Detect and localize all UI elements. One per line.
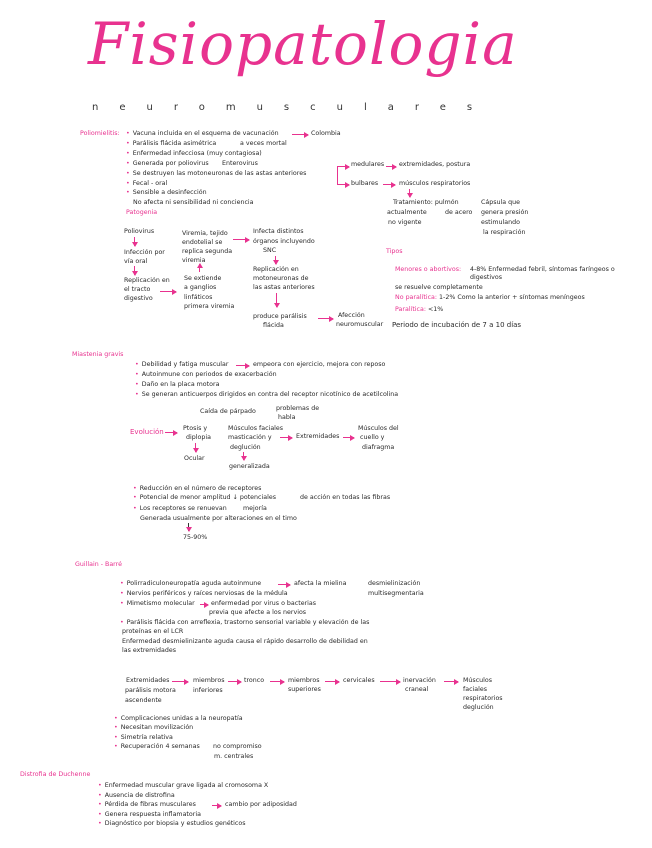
arrow-down-icon bbox=[134, 266, 135, 275]
text: Tratamiento: pulmón bbox=[393, 199, 459, 206]
text: la respiración bbox=[483, 229, 526, 236]
arrow-icon bbox=[337, 184, 349, 185]
text: Músculos del bbox=[358, 425, 399, 432]
arrow-down-icon bbox=[188, 523, 189, 531]
arrow-down-icon bbox=[275, 256, 276, 264]
text: no vigente bbox=[388, 219, 422, 226]
text: respiratorios bbox=[463, 695, 503, 702]
arrow-icon bbox=[165, 432, 177, 433]
subheading-patogenia: Patogenia bbox=[126, 209, 158, 216]
arrow-icon bbox=[383, 184, 395, 185]
text: Extremidades bbox=[296, 433, 340, 440]
text: Replicación en bbox=[124, 277, 170, 284]
text: problemas de bbox=[276, 405, 320, 412]
arrow-icon bbox=[212, 805, 221, 806]
bullet: • Se generan anticuerpos dirigidos en contra del receptor nicotínico de acetilcolina bbox=[135, 391, 398, 399]
text: superiores bbox=[288, 686, 321, 693]
bullet: • Complicaciones unidas a la neuropatía bbox=[114, 715, 243, 723]
evolucion-label: Evolución bbox=[130, 428, 164, 436]
text: las extremidades bbox=[122, 647, 177, 654]
arrow-up-icon bbox=[199, 264, 200, 272]
text: a ganglios bbox=[184, 284, 217, 291]
text: el tracto bbox=[124, 286, 151, 293]
text: Enterovirus bbox=[222, 160, 258, 167]
text: de acción en todas las fibras bbox=[300, 494, 391, 501]
text: enfermedad por virus o bacterias bbox=[211, 600, 317, 607]
text: Ocular bbox=[184, 455, 205, 462]
arrow-icon bbox=[337, 166, 349, 167]
bullet: • Genera respuesta inflamatoria bbox=[98, 811, 201, 819]
text: Colombia bbox=[311, 130, 341, 137]
arrow-icon bbox=[236, 365, 249, 366]
text: SNC bbox=[263, 247, 277, 254]
bullet: • Recuperación 4 semanas bbox=[114, 743, 200, 751]
arrow-icon bbox=[343, 437, 354, 438]
bullet: • Necesitan movilización bbox=[114, 724, 193, 732]
bullet: • Nervios periféricos y raíces nerviosas de la médula bbox=[120, 590, 288, 598]
arrow-down-icon bbox=[134, 237, 135, 246]
text: No afecta ni sensibilidad ni conciencia bbox=[133, 199, 254, 206]
type-name: Menores o abortivos: bbox=[395, 266, 462, 273]
arrow-icon bbox=[233, 239, 249, 240]
text: cervicales bbox=[343, 677, 375, 684]
text: multisegmentaria bbox=[368, 590, 424, 597]
text: Músculos faciales bbox=[228, 425, 284, 432]
text: Se extiende bbox=[184, 275, 222, 282]
text: Viremia, tejido bbox=[182, 230, 228, 237]
text: Extremidades bbox=[126, 677, 170, 684]
text: Enfermedad desmielinizante aguda causa el rápido desarrollo de debilidad en bbox=[122, 638, 368, 645]
text: inervación bbox=[403, 677, 436, 684]
arrow-icon bbox=[160, 291, 176, 292]
type-text: <1% bbox=[428, 306, 444, 313]
text: músculos respiratorios bbox=[399, 180, 471, 187]
bullet: • Se destruyen las motoneuronas de las astas anteriores bbox=[126, 170, 306, 178]
arrow-down-icon bbox=[409, 189, 410, 197]
text: parálisis motora bbox=[125, 687, 176, 694]
text: proteínas en el LCR bbox=[122, 628, 184, 635]
bullet: • Diagnóstico por biopsia y estudios genéticos bbox=[98, 820, 246, 828]
bullet: • Pérdida de fibras musculares bbox=[98, 801, 196, 809]
bullet: • Parálisis flácida asimétrica bbox=[126, 140, 216, 148]
arrow-icon bbox=[200, 604, 208, 605]
bullet: • Simetría relativa bbox=[114, 734, 173, 742]
text: bulbares bbox=[351, 180, 379, 187]
arrow-icon bbox=[292, 134, 308, 135]
text: miembros bbox=[193, 677, 225, 684]
text: viremia bbox=[182, 257, 206, 264]
bullet: • Vacuna incluida en el esquema de vacunación bbox=[126, 130, 279, 138]
bullet: • Polirradiculoneuropatía aguda autoinmune bbox=[120, 580, 261, 588]
section-title-duchenne: Distrofia de Duchenne bbox=[20, 771, 91, 778]
text: Ptosis y bbox=[183, 425, 208, 432]
arrow-icon bbox=[325, 681, 339, 682]
text: cuello y bbox=[360, 434, 385, 441]
text: Afección bbox=[338, 312, 365, 319]
text: inferiores bbox=[193, 687, 223, 694]
bullet: • Ausencia de distrofina bbox=[98, 792, 175, 800]
type-name: Paralítica: bbox=[395, 306, 426, 313]
text: linfáticos bbox=[184, 294, 213, 301]
type-text: se resuelve completamente bbox=[395, 284, 483, 291]
text: mejoría bbox=[243, 505, 267, 512]
bullet: • Debilidad y fatiga muscular bbox=[135, 361, 228, 369]
text: neuromuscular bbox=[336, 321, 384, 328]
text: masticación y bbox=[228, 434, 272, 441]
text: replica segunda bbox=[182, 248, 233, 255]
arrow-icon bbox=[380, 681, 400, 682]
text: actualmente bbox=[387, 209, 427, 216]
bullet: • Autoinmune con periodos de exacerbación bbox=[135, 371, 277, 379]
text: Infección por bbox=[124, 249, 165, 256]
bullet: • Mimetismo molecular bbox=[120, 600, 195, 608]
section-title-poliomielitis: Poliomielitis: bbox=[80, 130, 120, 137]
bullet: • Los receptores se renuevan bbox=[133, 505, 227, 513]
type-text: 1-2% Como la anterior + síntomas meníngeos bbox=[439, 294, 585, 301]
text: faciales bbox=[463, 686, 488, 693]
page-subtitle: neuromusculares bbox=[92, 102, 494, 113]
arrow-down-icon bbox=[243, 452, 244, 460]
text: Infecta distintos bbox=[253, 228, 304, 235]
arrow-down-icon bbox=[276, 293, 277, 307]
bullet: • Sensible a desinfección bbox=[126, 189, 207, 197]
arrow-icon bbox=[278, 584, 290, 585]
page-title: Fisiopatologia bbox=[88, 10, 518, 78]
section-title-miastenia: Miastenia gravis bbox=[72, 351, 124, 358]
bullet: • Daño en la placa motora bbox=[135, 381, 219, 389]
bullet: • Enfermedad infecciosa (muy contagiosa) bbox=[126, 150, 262, 158]
text: ascendente bbox=[125, 697, 162, 704]
text: no compromiso bbox=[213, 743, 262, 750]
text: craneal bbox=[405, 686, 429, 693]
text: desmielinización bbox=[368, 580, 421, 587]
bullet: • Generada por poliovirus bbox=[126, 160, 209, 168]
text: las astas anteriores bbox=[253, 284, 315, 291]
text: endotelial se bbox=[182, 239, 223, 246]
arrow-icon bbox=[444, 681, 458, 682]
text: medulares bbox=[351, 161, 385, 168]
text: produce parálisis bbox=[253, 313, 307, 320]
text: genera presión bbox=[481, 209, 529, 216]
arrow-down-icon bbox=[195, 443, 196, 452]
arrow-icon bbox=[270, 681, 284, 682]
text: primera viremia bbox=[184, 303, 235, 310]
text: motoneuronas de bbox=[253, 275, 309, 282]
percentage: 75-90% bbox=[183, 534, 208, 541]
text: m. centrales bbox=[214, 753, 254, 760]
text: vía oral bbox=[124, 258, 148, 265]
text: afecta la mielina bbox=[294, 580, 347, 587]
bullet: • Parálisis flácida con arreflexia, trastorno sensorial variable y elevación de las bbox=[120, 619, 369, 627]
text: Poliovirus bbox=[124, 228, 155, 235]
text: Generada usualmente por alteraciones en el timo bbox=[140, 515, 297, 522]
text: digestivo bbox=[124, 295, 153, 302]
bullet: • Potencial de menor amplitud ↓ potenciales bbox=[133, 494, 276, 502]
text: deglución bbox=[463, 704, 494, 711]
text: cambio por adiposidad bbox=[225, 801, 297, 808]
text: tronco bbox=[244, 677, 265, 684]
arrow-icon bbox=[228, 681, 241, 682]
subheading-tipos: Tipos bbox=[386, 248, 403, 255]
text: flácida bbox=[263, 322, 284, 329]
text: previa que afecte a los nervios bbox=[209, 609, 307, 616]
bullet: • Fecal - oral bbox=[126, 180, 167, 188]
arrow-icon bbox=[318, 318, 333, 319]
section-title-guillain-barre: Guillain - Barré bbox=[75, 561, 122, 568]
text: a veces mortal bbox=[240, 140, 287, 147]
arrow-icon bbox=[280, 437, 292, 438]
arrow-icon bbox=[386, 166, 396, 167]
text: estimulando bbox=[481, 219, 520, 226]
text: diafragma bbox=[362, 444, 395, 451]
text: miembros bbox=[288, 677, 320, 684]
text: empeora con ejercicio, mejora con reposo bbox=[253, 361, 386, 368]
text: extremidades, postura bbox=[399, 161, 471, 168]
text: Caída de párpado bbox=[200, 408, 256, 415]
type-text: 4-8% Enfermedad febril, síntomas faríngeos o digestivos bbox=[470, 266, 615, 281]
text: diplopia bbox=[186, 434, 211, 441]
text: Músculos bbox=[463, 677, 493, 684]
text: habla bbox=[278, 414, 296, 421]
text: Replicación en bbox=[253, 266, 299, 273]
text: generalizada bbox=[229, 463, 270, 470]
bullet: • Reducción en el número de receptores bbox=[133, 485, 261, 493]
bullet: • Enfermedad muscular grave ligada al cromosoma X bbox=[98, 782, 268, 790]
type-name: No paralítica: bbox=[395, 294, 438, 301]
incubation-period: Periodo de incubación de 7 a 10 días bbox=[392, 321, 522, 329]
text: Cápsula que bbox=[481, 199, 520, 206]
text: deglución bbox=[230, 444, 261, 451]
text: de acero bbox=[445, 209, 473, 216]
arrow-icon bbox=[172, 681, 188, 682]
text: órganos incluyendo bbox=[253, 238, 315, 245]
